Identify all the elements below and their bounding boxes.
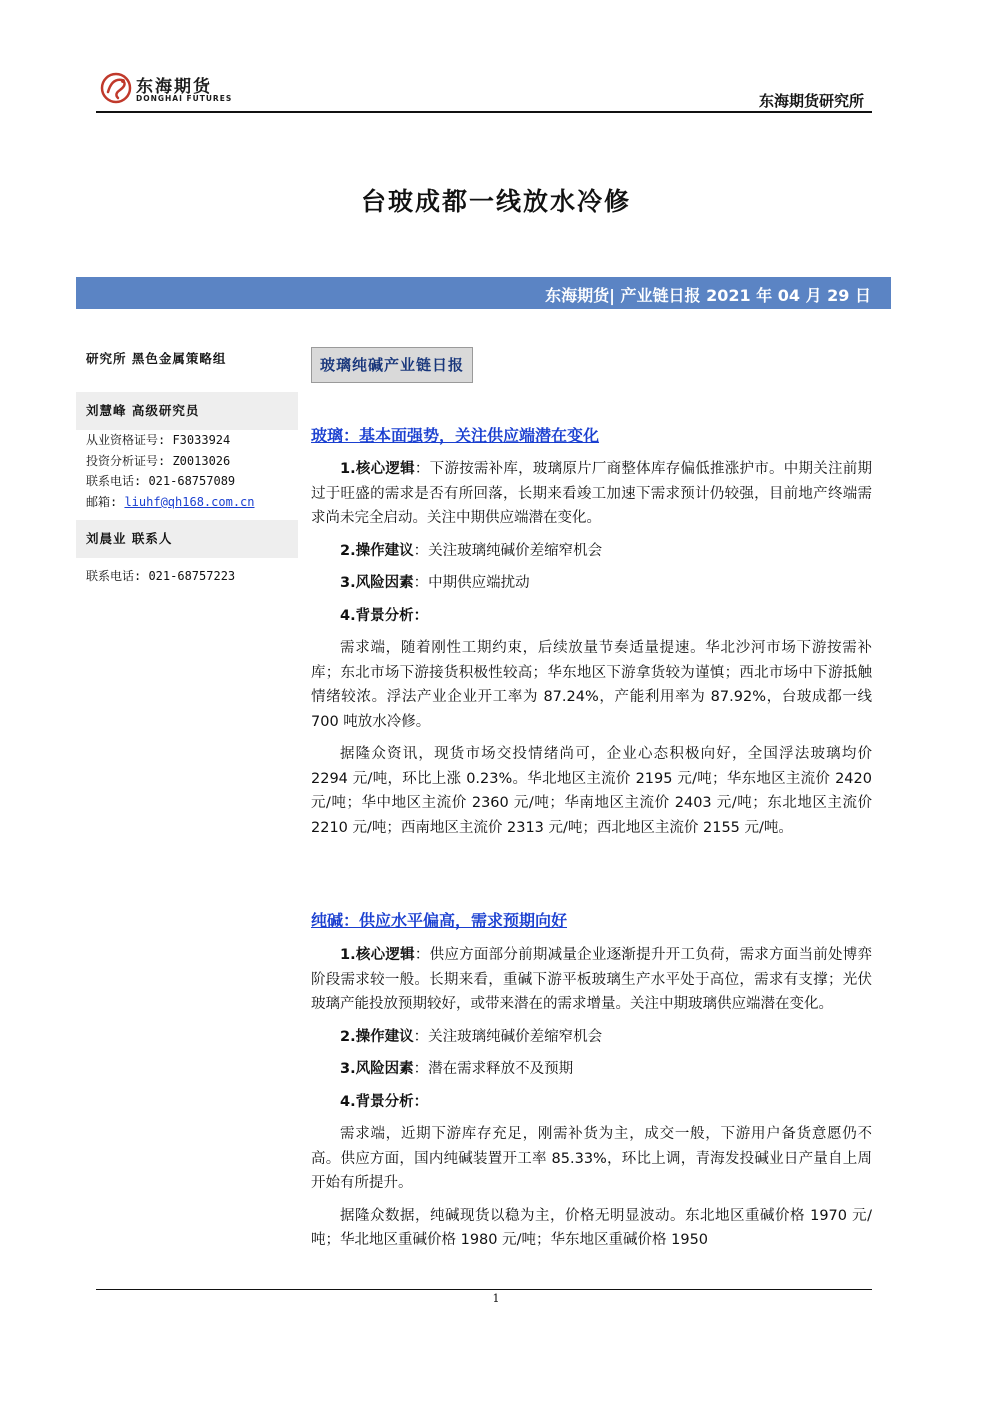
soda-background-para-2: 据隆众数据，纯碱现货以稳为主，价格无明显波动。东北地区重碱价格 1970 元/吨；华北地区重碱价格 1980 元/吨；华东地区重碱价格 1950 — [311, 1207, 872, 1248]
glass-background-para-2: 据隆众资讯，现货市场交投情绪尚可，企业心态积极向好，全国浮法玻璃均价 2294 元/吨，环比上涨 0.23%。华北地区主流价 2195 元/吨；华东地区主流价 2420 元/吨；华中地区主流价 2360 元/吨；华南地区主流价 2403 元/吨；东北地区主流价 2210 元/吨；西南地区主流价 2313 元/吨；西北地区主流价 2155 元/吨。 — [311, 746, 872, 836]
document-title: 台玻成都一线放水冷修 — [360, 187, 631, 216]
header-divider — [96, 111, 872, 113]
glass-bg-colon: ： — [413, 607, 429, 624]
glass-bg-label: 4.背景分析 — [340, 607, 414, 624]
glass-section-body — [311, 457, 872, 840]
glass-core-logic — [311, 457, 872, 531]
soda-risk — [311, 1057, 872, 1082]
sidebar-dept: 研究所 黑色金属策略组 — [86, 351, 227, 366]
date-banner-text: 东海期货| 产业链日报 2021 年 04 月 29 日 — [545, 286, 871, 305]
soda-core-logic — [311, 943, 872, 1017]
analyst-email-row — [76, 492, 298, 513]
glass-op-text: ：关注玻璃纯碱价差缩窄机会 — [413, 542, 603, 559]
soda-risk-label: 3.风险因素 — [340, 1061, 414, 1077]
page-number: 1 — [492, 1292, 500, 1305]
sidebar-contact: 刘晨业 联系人 — [76, 520, 298, 558]
soda-core-label: 1.核心逻辑 — [340, 947, 415, 963]
glass-core-label: 1.核心逻辑 — [340, 461, 415, 477]
glass-risk-text: ：中期供应端扰动 — [413, 575, 530, 591]
soda-op-label: 2.操作建议 — [340, 1028, 414, 1045]
soda-section-title[interactable]: 纯碱：供应水平偏高，需求预期向好 — [311, 911, 568, 930]
report-type-tag: 玻璃纯碱产业链日报 — [311, 347, 473, 383]
qualification-cert: 从业资格证号: F3033924 — [86, 433, 231, 447]
header-organization: 东海期货研究所 — [758, 92, 864, 110]
date-banner — [76, 277, 891, 309]
sidebar-analyst: 刘慧峰 高级研究员 — [76, 392, 298, 430]
footer-divider — [96, 1289, 872, 1290]
glass-background-heading — [311, 604, 872, 629]
email-label: 邮箱: — [86, 494, 125, 509]
glass-op-label: 2.操作建议 — [340, 542, 414, 559]
company-logo — [98, 70, 233, 110]
soda-background-para-1: 需求端，近期下游库存充足，刚需补货为主，成交一般，下游用户备货意愿仍不高。供应方面，国内纯碱装置开工率 85.33%，环比上调，青海发投碱业日产量自上周开始有所提升。 — [311, 1126, 872, 1191]
analyst-phone: 联系电话: 021-68757089 — [86, 474, 236, 488]
soda-section-body — [311, 943, 872, 1253]
analyst-email-link[interactable]: liuhf@qh168.com.cn — [124, 494, 255, 509]
author-sidebar — [76, 340, 298, 587]
soda-risk-text: ：潜在需求释放不及预期 — [413, 1061, 574, 1077]
contact-phone: 联系电话: 021-68757223 — [86, 569, 236, 583]
glass-core-text: ：下游按需补库，玻璃原片厂商整体库存偏低推涨护市。中期关注前期过于旺盛的需求是否有所回落，长期来看竣工加速下需求预计仍较强，目前地产终端需求尚未完全启动。关注中期供应端潜在变化。 — [311, 461, 872, 526]
glass-section-title[interactable]: 玻璃：基本面强势，关注供应端潜在变化 — [311, 426, 600, 445]
investment-cert: 投资分析证号: Z0013026 — [86, 453, 231, 468]
soda-core-text: ：供应方面部分前期减量企业逐渐提升开工负荷，需求方面当前处博弈阶段需求较一般。长期来看，重碱下游平板玻璃生产水平处于高位，需求有支撑；光伏玻璃产能投放预期较好，或带来潜在的需求增量。关注中期玻璃供应端潜在变化。 — [311, 947, 872, 1012]
soda-bg-colon: ： — [413, 1093, 429, 1110]
glass-risk — [311, 571, 872, 596]
glass-background-para-1: 需求端，随着刚性工期约束，后续放量节奏适量提速。华北沙河市场下游按需补库；东北市场下游接货积极性较高；华东地区下游拿货较为谨慎；西北市场中下游抵触情绪较浓。浮法产业企业开工率为 87.24%，产能利用率为 87.92%，台玻成都一线 700 吨放水冷修。 — [311, 640, 872, 730]
glass-risk-label: 3.风险因素 — [340, 575, 414, 591]
soda-background-heading — [311, 1090, 872, 1115]
logo-text-cn: 东海期货 — [136, 77, 212, 97]
logo-text-en: DONGHAI FUTURES — [136, 94, 233, 103]
soda-op-text: ：关注玻璃纯碱价差缩窄机会 — [413, 1028, 603, 1045]
soda-bg-label: 4.背景分析 — [340, 1093, 414, 1110]
glass-operation — [311, 539, 872, 564]
soda-operation — [311, 1025, 872, 1050]
dragon-logo-icon — [98, 70, 134, 106]
